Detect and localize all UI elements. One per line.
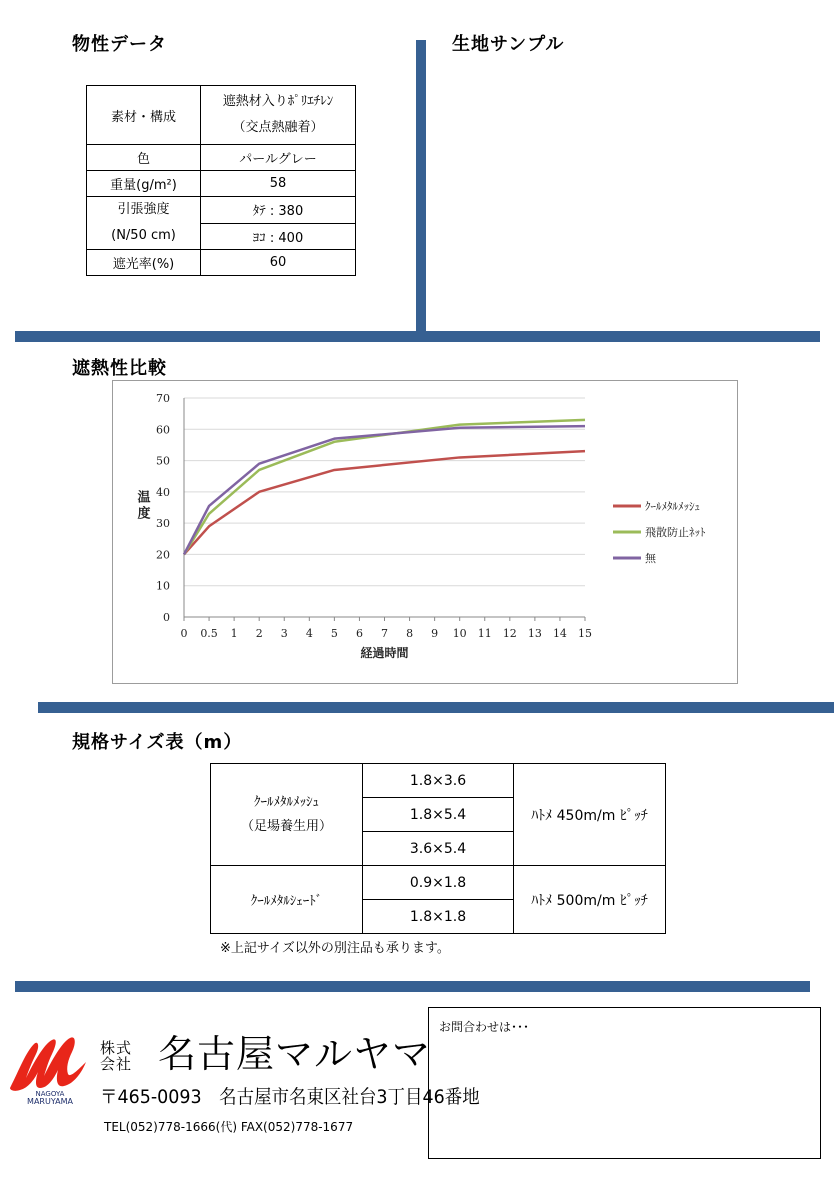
compare-heading: 遮熱性比較 — [72, 358, 167, 379]
x-tick-label: 5 — [330, 627, 338, 640]
size-cell: 1.8×3.6 — [363, 764, 514, 798]
y-tick-label: 40 — [156, 485, 170, 499]
properties-heading: 物性データ — [72, 34, 167, 55]
product1-note: ﾊﾄﾒ 450m/m ﾋﾟｯﾁ — [514, 764, 666, 866]
legend-label: ｸｰﾙﾒﾀﾙﾒｯｼｭ — [645, 500, 700, 513]
x-tick-label: 2 — [255, 627, 263, 640]
product2-name: ｸｰﾙﾒﾀﾙｼｪｰﾄﾞ — [211, 866, 363, 934]
logo-text-maruyama: MARUYAMA — [27, 1097, 73, 1106]
shade-value: 60 — [201, 250, 356, 276]
divider-bar-1 — [15, 331, 820, 342]
shade-label: 遮光率(%) — [87, 250, 201, 276]
divider-bar-2 — [38, 702, 834, 713]
weight-label: 重量(g/m²) — [87, 171, 201, 197]
tensile-label — [87, 197, 201, 250]
y-tick-label: 60 — [156, 423, 170, 437]
x-tick-label: 6 — [355, 627, 363, 640]
company-phone: TEL(052)778-1666(代) FAX(052)778-1677 — [104, 1120, 354, 1134]
y-tick-label: 20 — [156, 548, 170, 562]
y-tick-label: 30 — [156, 517, 170, 531]
size-cell: 3.6×5.4 — [363, 832, 514, 866]
x-axis-title: 経過時間 — [360, 646, 409, 660]
size-cell: 1.8×1.8 — [363, 900, 514, 934]
logo-text-nagoya: NAGOYA — [35, 1090, 65, 1098]
divider-bar-3 — [15, 981, 810, 992]
size-heading: 規格サイズ表（m） — [72, 732, 243, 753]
size-cell: 0.9×1.8 — [363, 866, 514, 900]
x-tick-label: 14 — [552, 627, 567, 640]
x-tick-label: 9 — [431, 627, 439, 640]
x-tick-label: 10 — [452, 627, 467, 640]
material-value — [201, 86, 356, 145]
company-name: 名古屋マルヤマ — [158, 1032, 432, 1076]
x-tick-label: 15 — [578, 627, 592, 640]
tensile-label-line2: (N/50 cm) — [111, 228, 176, 243]
x-tick-label: 11 — [477, 627, 492, 640]
material-value-line1: 遮熱材入りﾎﾟﾘｴﾁﾚﾝ — [222, 94, 334, 109]
weight-value: 58 — [201, 171, 356, 197]
heat-comparison-chart — [112, 380, 738, 684]
series-line — [184, 420, 585, 555]
x-tick-label: 12 — [502, 627, 517, 640]
x-tick-label: 1 — [230, 627, 238, 640]
tensile-label-line1: 引張強度 — [117, 202, 170, 217]
material-value-line2: （交点熱融着） — [232, 120, 324, 135]
product1-name: ｸｰﾙﾒﾀﾙﾒｯｼｭ — [254, 794, 319, 810]
contact-box — [428, 1007, 821, 1159]
company-logo-icon — [6, 1032, 92, 1094]
product2-note: ﾊﾄﾒ 500m/m ﾋﾟｯﾁ — [514, 866, 666, 934]
x-tick-label: 3 — [280, 627, 288, 640]
size-table — [210, 763, 666, 934]
material-label: 素材・構成 — [87, 86, 201, 145]
series-line — [184, 451, 585, 554]
logo-caption — [4, 1090, 96, 1106]
series-line — [184, 426, 585, 554]
company-type — [100, 1040, 132, 1072]
x-tick-label: 8 — [406, 627, 414, 640]
tensile-weft: ﾖｺ : 400 — [201, 223, 356, 250]
y-tick-label: 50 — [156, 454, 170, 468]
spec-table — [86, 85, 356, 276]
y-tick-label: 10 — [156, 579, 170, 593]
product1-use: （足場養生用） — [240, 818, 332, 834]
contact-label: お問合わせは･･･ — [439, 1020, 530, 1034]
legend-label: 飛散防止ﾈｯﾄ — [645, 526, 706, 539]
sample-heading: 生地サンプル — [452, 34, 565, 55]
color-value: パールグレー — [201, 145, 356, 171]
vertical-divider — [416, 40, 426, 332]
size-footnote: ※上記サイズ以外の別注品も承ります。 — [220, 941, 450, 956]
company-address: 〒465-0093 名古屋市名東区社台3丁目46番地 — [100, 1086, 480, 1108]
company-type-line1: 株式 — [100, 1039, 133, 1057]
tensile-warp: ﾀﾃ : 380 — [201, 197, 356, 224]
color-label: 色 — [87, 145, 201, 171]
x-tick-label: 7 — [381, 627, 388, 640]
company-type-line2: 会社 — [100, 1055, 133, 1073]
legend-label: 無 — [645, 552, 656, 565]
x-tick-label: 0 — [180, 627, 188, 640]
product1-cell — [211, 764, 363, 866]
x-tick-label: 0.5 — [200, 627, 218, 640]
y-tick-label: 70 — [156, 392, 170, 405]
y-tick-label: 0 — [163, 611, 170, 624]
chart-svg — [113, 381, 737, 683]
y-axis-title: 温度 — [137, 490, 151, 522]
size-cell: 1.8×5.4 — [363, 798, 514, 832]
x-tick-label: 4 — [305, 627, 313, 640]
x-tick-label: 13 — [527, 627, 542, 640]
